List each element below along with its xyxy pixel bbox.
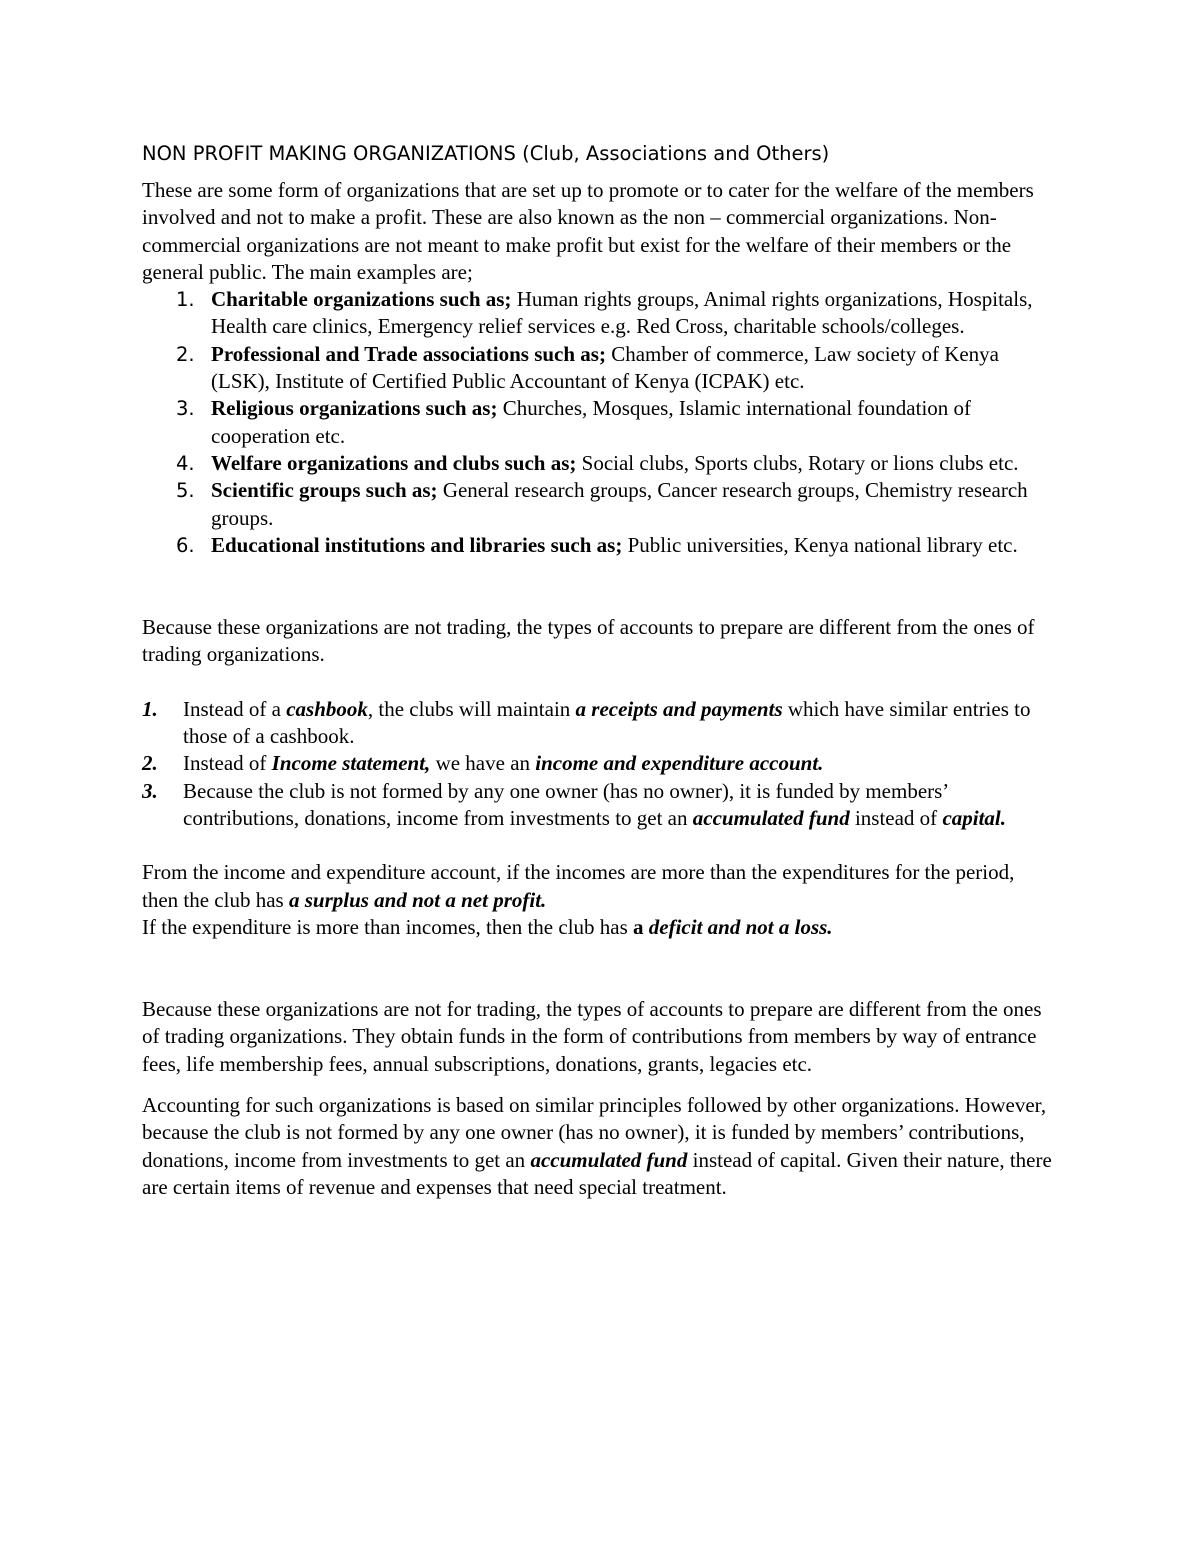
example-text: Churches, Mosques, Islamic international foundation of cooperation etc. — [211, 396, 972, 448]
list-item — [142, 778, 1052, 833]
text-run: we have an — [430, 751, 536, 776]
spacer — [142, 1078, 1052, 1092]
list-item — [142, 696, 1052, 751]
deficit-paragraph — [142, 914, 1052, 941]
text-run: instead of — [849, 805, 943, 830]
list-item — [142, 450, 1052, 477]
example-text: Chamber of commerce, Law society of Kenya (LSK), Institute of Certified Public Accountant of Kenya (ICPAK) etc. — [211, 341, 999, 394]
list-item — [142, 395, 1052, 450]
example-heading: Religious organizations such as; — [211, 396, 498, 421]
page-title: NON PROFIT MAKING ORGANIZATIONS (Club, Associations and Others) — [142, 142, 830, 165]
document-page — [142, 140, 1052, 1201]
examples-list — [142, 286, 1052, 559]
text-run: If the expenditure is more than incomes, then the club has — [142, 914, 634, 939]
example-text: Public universities, Kenya national library etc. — [622, 532, 1018, 557]
emphasis-text: a surplus and not a net profit. — [288, 887, 547, 912]
list-number: 4. — [176, 451, 195, 475]
surplus-paragraph — [142, 859, 1052, 914]
spacer — [142, 559, 1052, 614]
list-item — [142, 477, 1052, 532]
list-number: 6. — [176, 533, 195, 557]
text-run: Instead of a — [183, 696, 287, 721]
accounts-paragraph: Because these organizations are not trading, the types of accounts to prepare are different from the ones of trading organizations. — [142, 615, 1035, 667]
principles-paragraph — [142, 1092, 1052, 1201]
text-run: instead of capital. Given their nature, there are certain items of revenue and expenses that need special treatment. — [142, 1147, 1052, 1199]
list-item — [142, 750, 1052, 777]
list-item — [142, 286, 1052, 341]
example-heading: Educational institutions and libraries such as; — [211, 532, 623, 557]
bold-text: a — [633, 914, 644, 939]
text-run: From the income and expenditure account, if the incomes are more than the expenditures for the period, then the club has — [142, 860, 1015, 912]
text-run: , the clubs will maintain — [367, 696, 576, 721]
text-run: Because the club is not formed by any one owner (has no owner), it is funded by members’ contributions, donations, income from investments to get an — [183, 778, 948, 830]
emphasis-text: deficit and not a loss. — [643, 914, 833, 939]
emphasis-text: Income statement, — [271, 751, 431, 776]
emphasis-text: cashbook — [286, 696, 368, 721]
list-number: 5. — [176, 479, 195, 503]
list-number: 1. — [142, 696, 158, 721]
spacer — [142, 832, 1052, 859]
list-item — [142, 532, 1052, 559]
emphasis-text: accumulated fund — [692, 805, 850, 830]
example-heading: Welfare organizations and clubs such as; — [211, 450, 577, 475]
list-number: 3. — [142, 778, 158, 803]
funds-paragraph: Because these organizations are not for trading, the types of accounts to prepare are different from the ones of trading organizations. They obtain funds in the form of contributions from members by way of entrance fees, life membership fees, annual subscriptions, donations, grants, legacies etc. — [142, 997, 1042, 1076]
emphasis-text: income and expenditure account. — [535, 751, 824, 776]
example-text: Social clubs, Sports clubs, Rotary or lions clubs etc. — [576, 450, 1019, 475]
list-item — [142, 341, 1052, 396]
text-run: Accounting for such organizations is based on similar principles followed by other organizations. However, because the club is not formed by any one owner (has no owner), it is funded by members’ contributions, donations, income from investments to get an — [142, 1093, 1047, 1172]
emphasis-text: a receipts and payments — [575, 696, 783, 721]
intro-paragraph: These are some form of organizations that are set up to promote or to cater for the welfare of the members involved and not to make a profit. These are also known as the non – commercial organizations. Non- commercial organizations are not meant to make profit but exist for the welfare of their members or the general public. The main examples are; — [142, 178, 1034, 284]
example-heading: Charitable organizations such as; — [211, 287, 512, 312]
list-number: 3. — [176, 397, 195, 421]
emphasis-text: capital. — [942, 805, 1007, 830]
example-heading: Professional and Trade associations such as; — [211, 341, 606, 366]
example-heading: Scientific groups such as; — [211, 478, 438, 503]
list-number: 2. — [142, 751, 158, 776]
text-run: which have similar entries to those of a cashbook. — [183, 696, 1031, 749]
list-number: 2. — [176, 342, 195, 366]
emphasis-text: accumulated fund — [530, 1147, 688, 1172]
example-text: Human rights groups, Animal rights organizations, Hospitals, Health care clinics, Emergency relief services e.g. Red Cross, charitable schools/colleges. — [211, 287, 1033, 339]
text-run: Instead of — [183, 751, 272, 776]
accounts-list — [142, 696, 1052, 832]
list-number: 1. — [176, 288, 195, 312]
spacer — [142, 941, 1052, 996]
spacer — [142, 669, 1052, 696]
example-text: General research groups, Cancer research groups, Chemistry research groups. — [211, 478, 1028, 530]
